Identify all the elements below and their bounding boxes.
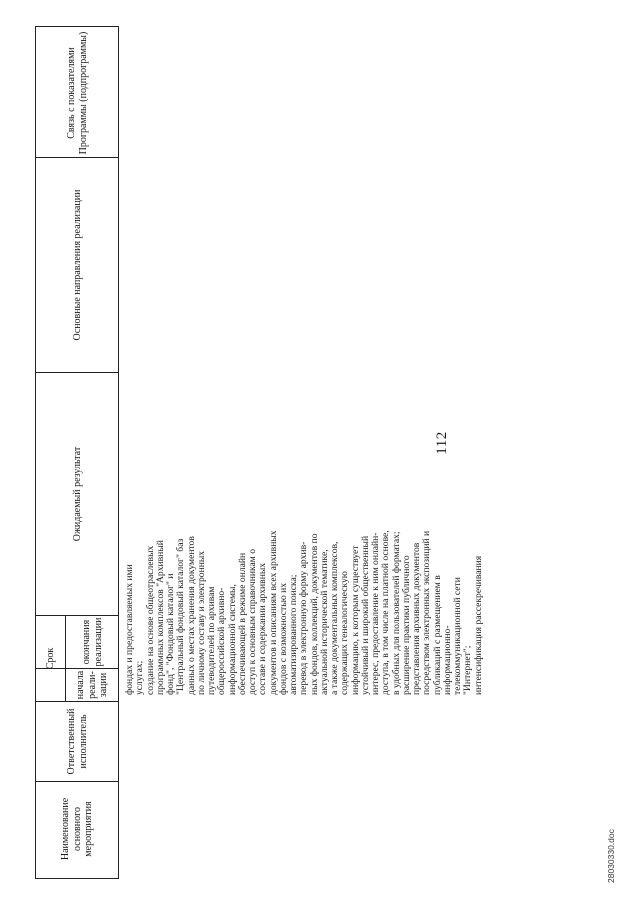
body-line: обеспечивающей в режиме онлайн xyxy=(236,552,248,695)
body-line: фонд", "Фондовый каталог" и xyxy=(165,573,176,695)
body-line: расширение практики публичного xyxy=(400,555,412,695)
body-line: ных фондов, коллекций, документов по xyxy=(308,533,320,695)
header-term-end: окончания реализации xyxy=(81,617,104,667)
body-line: путеводителей по архивам xyxy=(206,586,217,695)
main-directions-text xyxy=(125,225,484,695)
body-line: представления архивных документов xyxy=(411,542,422,695)
body-line: устойчивый и широкий общественный xyxy=(359,535,371,695)
body-line: документов и описаниям всех архивных xyxy=(267,530,279,695)
body-line: телекоммуникационной сети xyxy=(452,577,463,695)
body-line: фондах и предоставляемых ими xyxy=(124,564,135,695)
footer-filename: 28030330.doc xyxy=(606,829,616,883)
body-line: создание на основе общеотраслевых xyxy=(144,545,156,695)
body-line: услугах; xyxy=(134,660,146,695)
body-line: информационно- xyxy=(441,625,453,695)
body-line: составе и содержании архивных xyxy=(257,562,269,695)
body-line: публикаций с размещением в xyxy=(431,575,443,695)
body-line: перевод в электронную форму архив- xyxy=(298,541,310,695)
body-line: доступ к основным справочникам о xyxy=(247,548,258,695)
header-name: Наименование основного мероприятия xyxy=(60,797,95,861)
body-line: по личному составу и электронных xyxy=(195,550,207,695)
header-term: Срок xyxy=(44,647,56,670)
header-executor: Ответственный исполнитель xyxy=(66,708,89,775)
table-header xyxy=(35,26,119,879)
body-line: посредством электронных экспозиций и xyxy=(421,530,433,695)
body-line: в удобных для пользователей форматах; xyxy=(390,531,402,695)
body-line: актуальной исторической тематике, xyxy=(318,549,330,695)
body-line: информацию, к которым существует xyxy=(349,545,361,695)
body-line: интенсификация рассекречивания xyxy=(472,555,484,695)
body-line: автоматизированного поиска; xyxy=(288,574,299,695)
page-number: 112 xyxy=(434,431,450,455)
body-line: общероссийской архивно- xyxy=(216,587,228,695)
body-line: содержащих генеалогическую xyxy=(339,571,351,695)
header-main-directions: Основные направления реализации xyxy=(71,189,83,341)
body-line: а также документальных комплексов, xyxy=(329,541,340,695)
body-line: доступа, в том числе на платной основе, xyxy=(380,530,392,695)
body-line: информационной системы, xyxy=(226,584,238,695)
body-line: "Интернет"; xyxy=(462,645,474,695)
body-line: фондов с возможностью их xyxy=(277,582,289,695)
body-line: данных о местах хранения документов xyxy=(185,536,197,695)
body-line: интерес, предоставление к ним онлайн- xyxy=(370,532,381,695)
body-line: "Центральный фондовый каталог" баз xyxy=(175,538,187,695)
header-term-start: начала реали-зации xyxy=(75,670,110,700)
header-expected-result: Ожидаемый результат xyxy=(71,446,83,542)
table-header-divider xyxy=(118,27,119,879)
body-line: программных комплексов "Архивный xyxy=(154,540,166,695)
header-link: Связь с показателями Программы (подпрограммы) xyxy=(66,31,89,155)
